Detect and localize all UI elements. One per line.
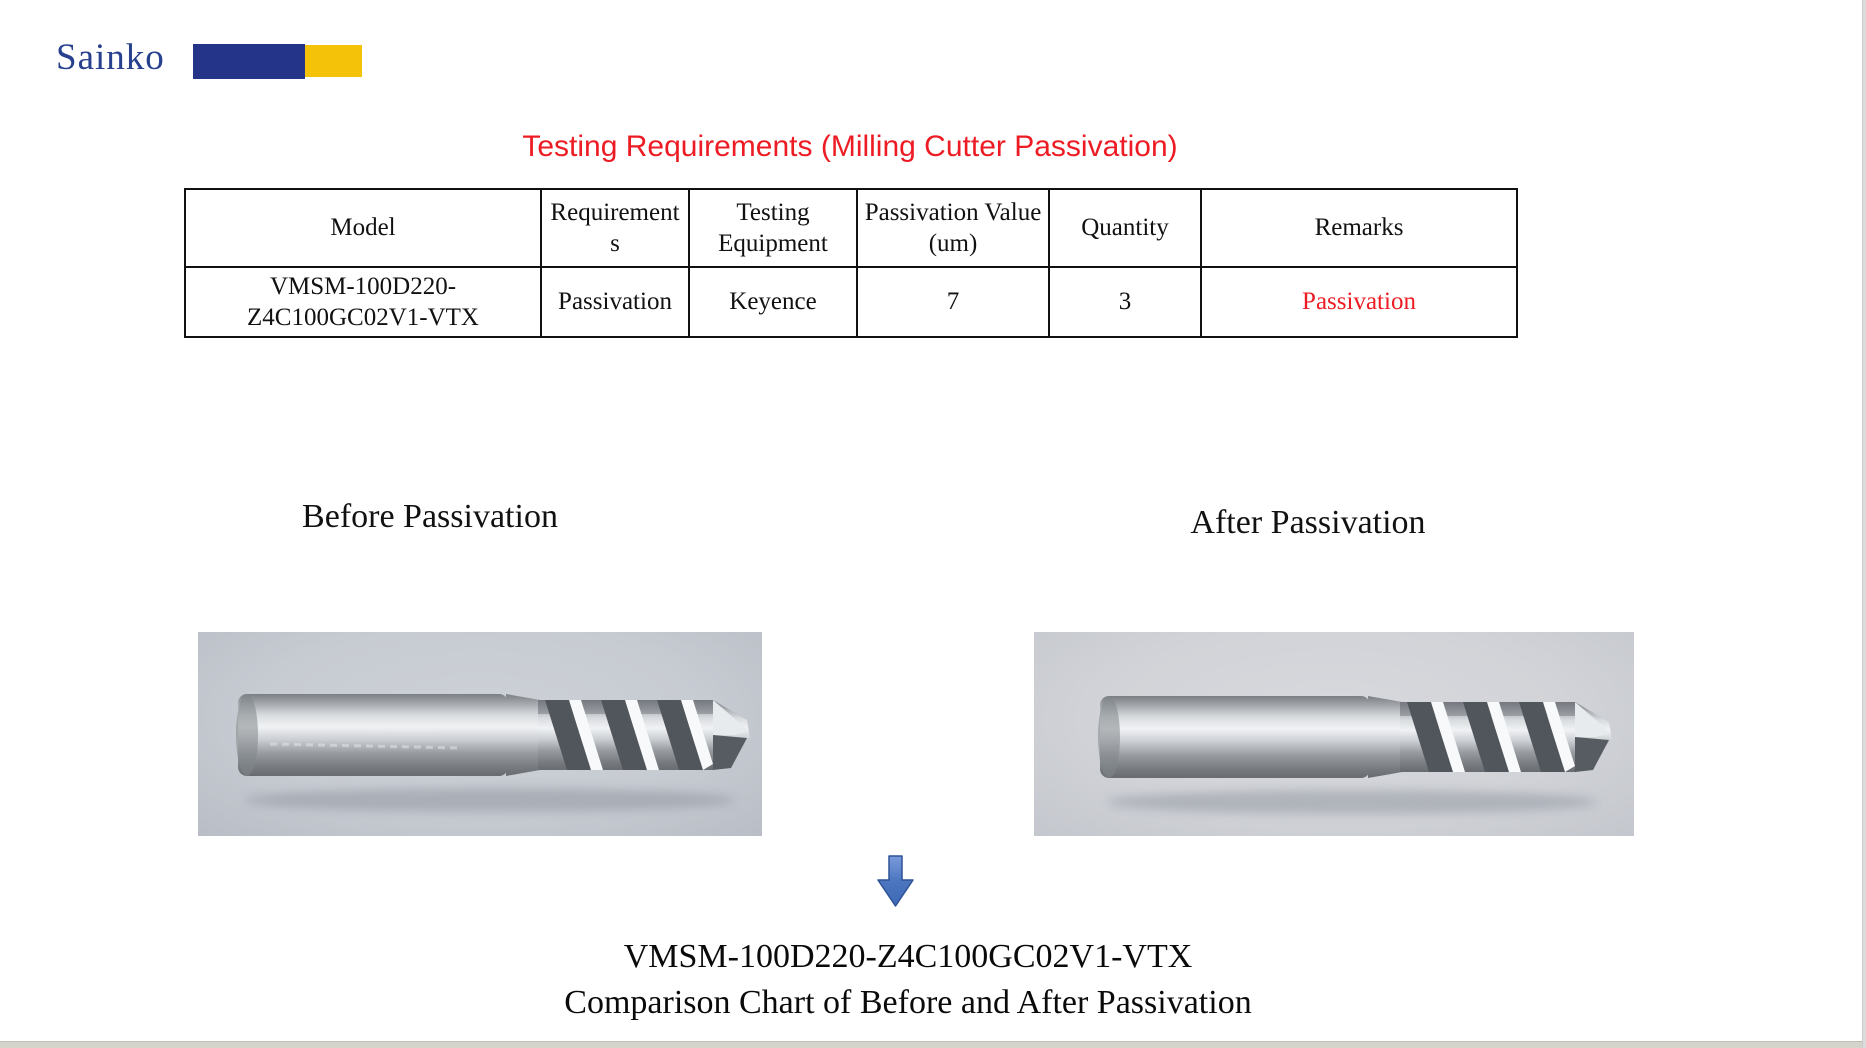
- cell-model: VMSM-100D220-Z4C100GC02V1-VTX: [185, 267, 541, 337]
- cell-passivation-value: 7: [857, 267, 1049, 337]
- after-passivation-label: After Passivation: [1190, 504, 1426, 541]
- page-title: Testing Requirements (Milling Cutter Passivation): [522, 130, 1178, 163]
- requirements-table-wrap: [184, 188, 1516, 338]
- cell-testing-equipment: Keyence: [689, 267, 857, 337]
- logo-bar-yellow: [305, 45, 362, 77]
- caption-model-line: VMSM-100D220-Z4C100GC02V1-VTX: [623, 938, 1193, 975]
- before-passivation-label: Before Passivation: [302, 498, 558, 535]
- table-row: [185, 267, 1517, 337]
- logo-bar: [193, 44, 362, 79]
- logo-bar-blue: [193, 44, 305, 79]
- header-model: Model: [185, 189, 541, 267]
- header-remarks: Remarks: [1201, 189, 1517, 267]
- company-logo: [56, 36, 362, 80]
- cell-remarks: Passivation: [1201, 267, 1517, 337]
- comparison-caption: [283, 934, 1533, 1026]
- end-mill-photo-icon: [198, 632, 762, 836]
- logo-text: Sainko: [56, 37, 165, 78]
- header-passivation-value: Passivation Value (um): [857, 189, 1049, 267]
- table-header-row: [185, 189, 1517, 267]
- header-quantity: Quantity: [1049, 189, 1201, 267]
- cell-quantity: 3: [1049, 267, 1201, 337]
- end-mill-photo-icon: [1034, 632, 1634, 836]
- down-arrow-icon: [877, 855, 914, 908]
- header-testing-equipment: Testing Equipment: [689, 189, 857, 267]
- header-requirements: Requirements: [541, 189, 689, 267]
- cell-requirements: Passivation: [541, 267, 689, 337]
- requirements-table: [184, 188, 1518, 338]
- window-bottom-edge: [0, 1041, 1866, 1048]
- before-passivation-photo: [198, 632, 762, 836]
- window-right-edge: [1862, 0, 1866, 1048]
- after-passivation-photo: [1034, 632, 1634, 836]
- caption-description-line: Comparison Chart of Before and After Passivation: [564, 984, 1252, 1021]
